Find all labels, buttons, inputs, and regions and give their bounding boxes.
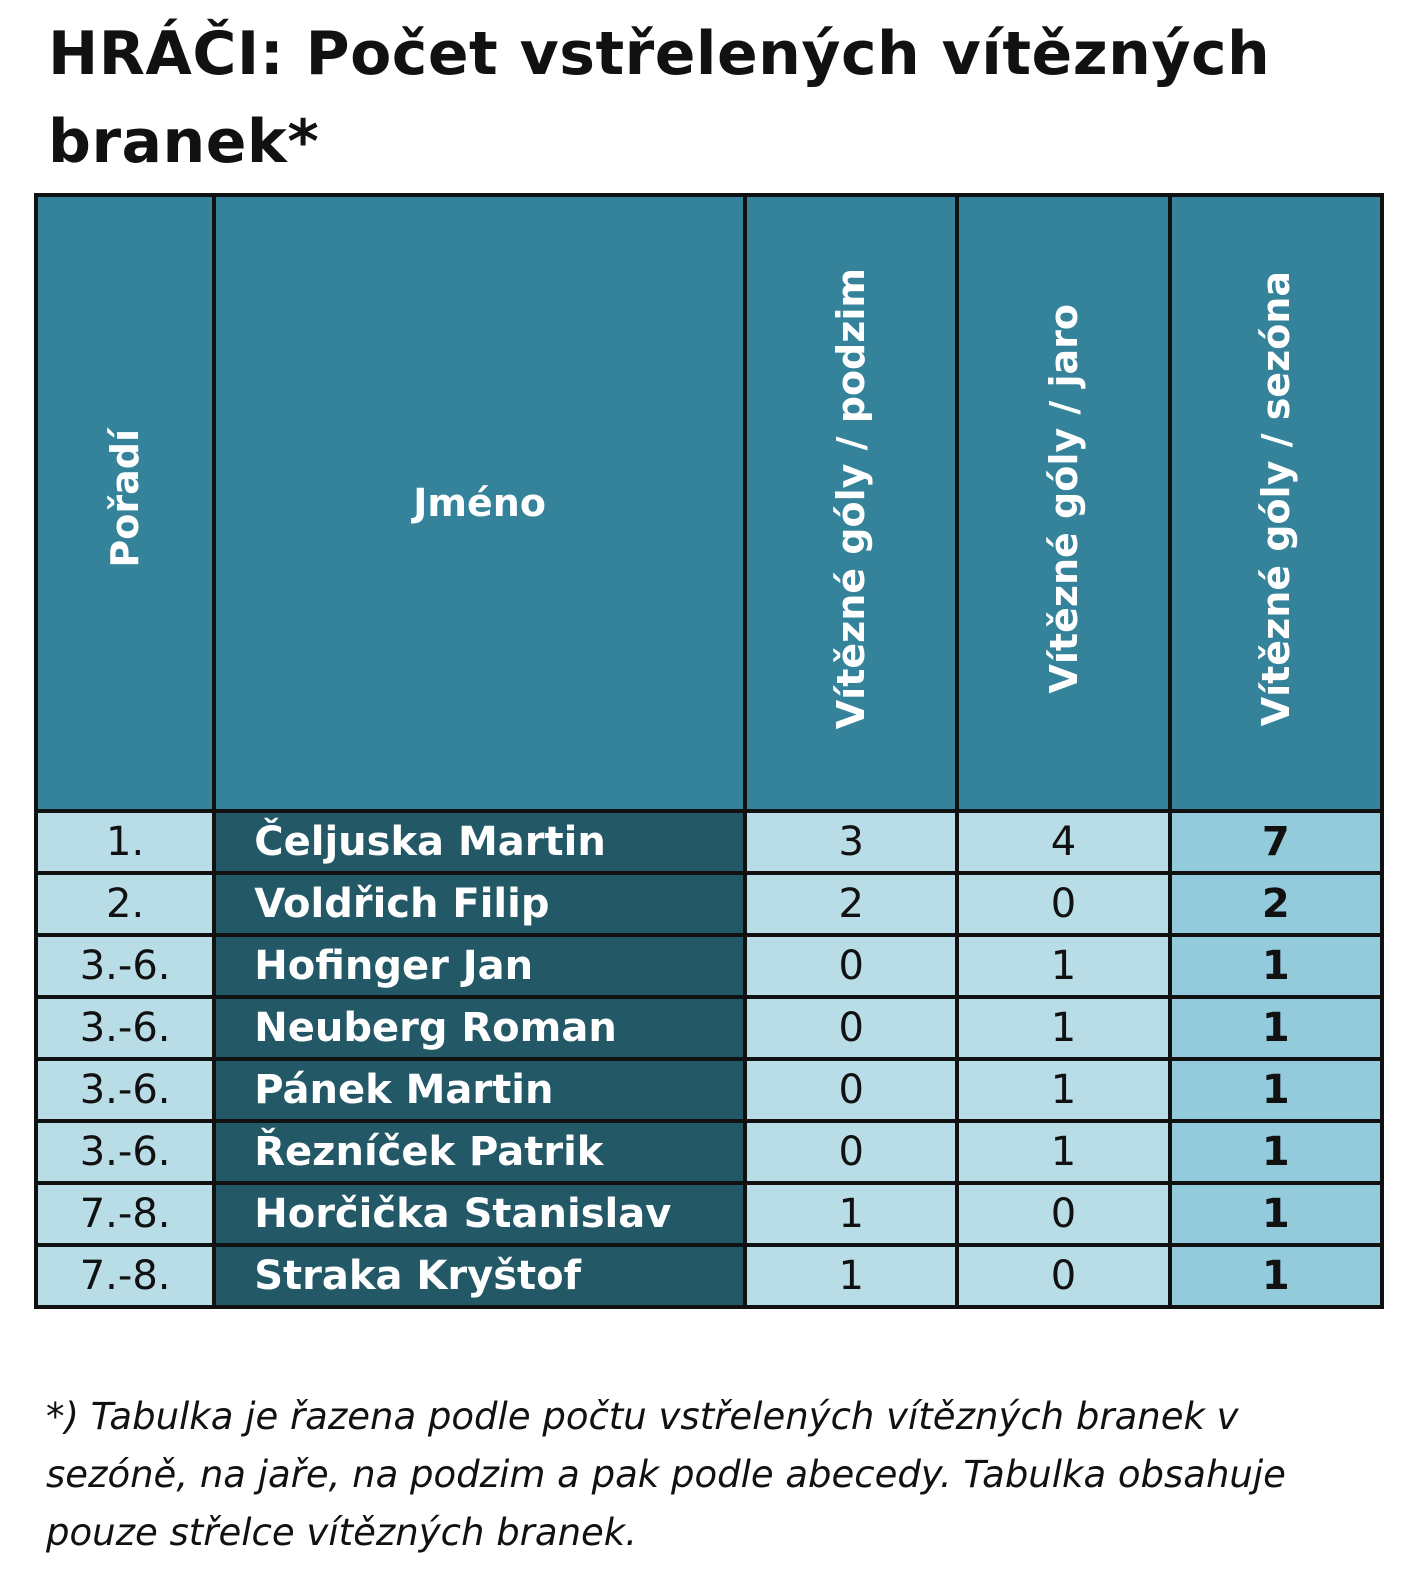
table-row: [36, 873, 1382, 935]
table-row: [36, 997, 1382, 1059]
player-name-cell: Voldřich Filip: [214, 873, 745, 935]
table-header-row: [36, 195, 1382, 811]
season-goals-cell: 1: [1170, 1121, 1382, 1183]
table-row: [36, 1059, 1382, 1121]
player-name-cell: Straka Kryštof: [214, 1245, 745, 1307]
season-goals-cell: 1: [1170, 1245, 1382, 1307]
column-header-autumn: Vítězné góly / podzim: [745, 195, 957, 811]
spring-goals-cell: 1: [957, 997, 1169, 1059]
spring-goals-cell: 1: [957, 935, 1169, 997]
rank-cell: 2.: [36, 873, 214, 935]
autumn-goals-cell: 1: [745, 1245, 957, 1307]
player-name-cell: Pánek Martin: [214, 1059, 745, 1121]
season-goals-cell: 1: [1170, 997, 1382, 1059]
spring-goals-cell: 0: [957, 873, 1169, 935]
table-row: [36, 1121, 1382, 1183]
spring-goals-cell: 0: [957, 1183, 1169, 1245]
player-name-cell: Horčička Stanislav: [214, 1183, 745, 1245]
column-header-spring: Vítězné góly / jaro: [957, 195, 1169, 811]
player-name-cell: Hofinger Jan: [214, 935, 745, 997]
player-name-cell: Neuberg Roman: [214, 997, 745, 1059]
spring-goals-cell: 1: [957, 1121, 1169, 1183]
rank-cell: 3.-6.: [36, 1059, 214, 1121]
season-goals-cell: 2: [1170, 873, 1382, 935]
table-row: [36, 1245, 1382, 1307]
rank-cell: 7.-8.: [36, 1245, 214, 1307]
page-title: HRÁČI: Počet vstřelených vítězných branek*: [48, 19, 1271, 177]
column-header-season: Vítězné góly / sezóna: [1170, 195, 1382, 811]
spring-goals-cell: 0: [957, 1245, 1169, 1307]
autumn-goals-cell: 0: [745, 1121, 957, 1183]
rank-cell: 1.: [36, 811, 214, 873]
season-goals-cell: 1: [1170, 1183, 1382, 1245]
table-row: [36, 811, 1382, 873]
autumn-goals-cell: 0: [745, 1059, 957, 1121]
autumn-goals-cell: 2: [745, 873, 957, 935]
spring-goals-cell: 1: [957, 1059, 1169, 1121]
column-header-name: Jméno: [214, 195, 745, 811]
winning-goals-table: [34, 193, 1384, 1309]
footnote: *) Tabulka je řazena podle počtu vstřelených vítězných branek v sezóně, na jaře, na podzim a pak podle abecedy. Tabulka obsahuje pouze střelce vítězných branek.: [46, 1395, 1286, 1554]
spring-goals-cell: 4: [957, 811, 1169, 873]
rank-cell: 3.-6.: [36, 1121, 214, 1183]
column-header-rank: Pořadí: [36, 195, 214, 811]
season-goals-cell: 1: [1170, 1059, 1382, 1121]
season-goals-cell: 1: [1170, 935, 1382, 997]
autumn-goals-cell: 3: [745, 811, 957, 873]
rank-cell: 7.-8.: [36, 1183, 214, 1245]
autumn-goals-cell: 1: [745, 1183, 957, 1245]
table-row: [36, 935, 1382, 997]
autumn-goals-cell: 0: [745, 935, 957, 997]
player-name-cell: Řezníček Patrik: [214, 1121, 745, 1183]
autumn-goals-cell: 0: [745, 997, 957, 1059]
season-goals-cell: 7: [1170, 811, 1382, 873]
player-name-cell: Čeljuska Martin: [214, 811, 745, 873]
rank-cell: 3.-6.: [36, 997, 214, 1059]
table-row: [36, 1183, 1382, 1245]
rank-cell: 3.-6.: [36, 935, 214, 997]
